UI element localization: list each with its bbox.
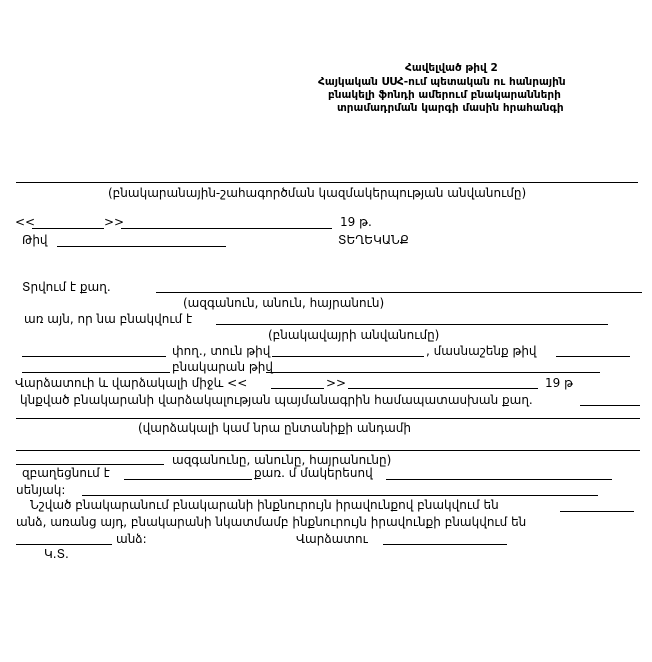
appendix-title: Հավելված թիվ 2: [405, 62, 498, 74]
document-title: ՏԵՂԵԿԱՆՔ: [338, 233, 409, 247]
appendix-subtitle-line3: տրամադրման կարգի մասին հրահանգի: [337, 102, 564, 114]
rooms-label: սենյակ:: [16, 483, 66, 497]
date-month-line: [121, 228, 332, 229]
tenant-name-line-2: [16, 450, 640, 451]
building-label: , մասնաշենք թիվ: [426, 344, 537, 358]
settlement-caption: (բնակավայրի անվանումը): [268, 328, 440, 342]
also-resides-line: [560, 511, 634, 512]
occupies-label: զբաղեցնում է: [22, 466, 110, 480]
apartment-label: բնակարան թիվ: [172, 360, 273, 374]
persons-label-2: անձ:: [116, 532, 147, 546]
between-day-line: [271, 388, 324, 389]
contract-line: [580, 405, 640, 406]
between-close-quote: >>: [326, 376, 347, 390]
fullname-caption: (ազգանուն, անուն, հայրանուն): [183, 296, 385, 310]
street-label: փող., տուն թիվ: [172, 344, 271, 358]
org-name-line: [16, 182, 638, 183]
between-label: Վարձատուի և վարձակալի միջև <<: [15, 376, 248, 390]
persons-label: անձ, առանց այդ, բնակարանի նկատմամբ ինքնուրույն իրավունքի բնակվում են: [16, 515, 527, 529]
appendix-subtitle-line1: Հայկական ՍՍՀ-ում պետական ու հանրային: [318, 76, 566, 88]
tenant-name-line: [16, 418, 640, 419]
issued-to-line: [156, 292, 642, 293]
persons-count-line: [16, 544, 112, 545]
date-year: 19 թ.: [340, 215, 372, 229]
landlord-label: Վարձատու: [296, 532, 368, 546]
fullname-line-2: [16, 464, 164, 465]
seal-label: Կ.Տ.: [44, 547, 69, 561]
date-open-quote: <<: [15, 215, 36, 229]
issued-to-label: Տրվում է քաղ.: [22, 280, 111, 294]
occupies-line: [124, 479, 252, 480]
apartment-number-line: [266, 372, 600, 373]
tenant-caption: (վարձակալի կամ նրա ընտանիքի անդամի: [138, 421, 411, 435]
resides-label: առ այն, որ նա բնակվում է: [24, 312, 193, 326]
building-number-line: [556, 356, 630, 357]
org-name-caption: (բնակարանային-շահագործման կազմակերպության անվանումը): [108, 186, 527, 200]
date-day-line: [32, 228, 104, 229]
also-resides-label: Նշված բնակարանում բնակարանի ինքնուրույն իրավունքով բնակվում են: [30, 498, 499, 512]
between-year: 19 թ: [545, 376, 573, 390]
number-label: Թիվ: [22, 233, 48, 247]
house-number-line: [272, 356, 424, 357]
between-month-line: [348, 388, 538, 389]
area-label: քառ. մ մակերեսով: [254, 466, 373, 480]
appendix-subtitle-line2: բնակելի ֆոնդի ամերում բնակարանների: [328, 89, 561, 101]
contract-label: կնքված բնակարանի վարձակալության պայմանագրին համապատասխան քաղ.: [20, 393, 533, 407]
landlord-signature-line: [383, 544, 507, 545]
number-line: [57, 246, 226, 247]
apartment-prefix-line: [22, 372, 170, 373]
area-line: [386, 479, 612, 480]
rooms-line: [82, 495, 598, 496]
fullname-caption-2: ազգանունը, անունը, հայրանունը): [172, 453, 392, 467]
street-line: [22, 356, 166, 357]
date-close-quote: >>: [104, 215, 125, 229]
resides-line: [216, 324, 608, 325]
